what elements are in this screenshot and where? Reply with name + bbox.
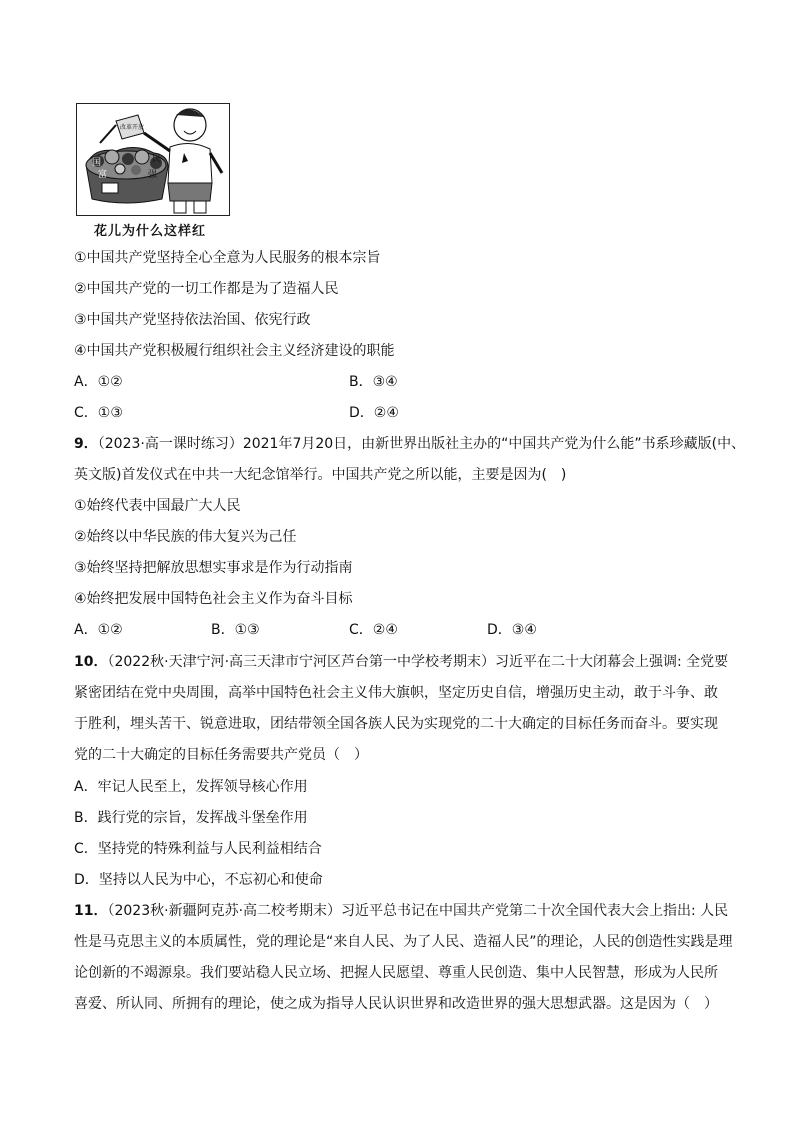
q10-number: 10． [74, 654, 108, 670]
q8-option-a[interactable]: A．①② [74, 374, 123, 390]
watering-can-label: 改革开放 [120, 124, 145, 131]
q10-option-a[interactable]: A．牢记人民至上，发挥领导核心作用 [74, 779, 308, 795]
q11-stem-line-2: 性是马克思主义的本质属性，党的理论是“来自人民、为了人民、造福人民”的理论，人民的创造性实践是理 [74, 934, 733, 950]
q8-statement-4: ④中国共产党积极履行组织社会主义经济建设的职能 [74, 343, 395, 359]
q8-statement-1: ①中国共产党坚持全心全意为人民服务的根本宗旨 [74, 250, 381, 266]
q10-option-c[interactable]: C．坚持党的特殊利益与人民利益相结合 [74, 841, 322, 857]
q9-option-d[interactable]: D．③④ [487, 622, 537, 638]
q11-stem-text-1: （2023秋·新疆阿克苏·高二校考期末）习近平总书记在中国共产党第二十次全国代表大会上指出: 人民 [107, 903, 729, 919]
pot-label-right: 民 [152, 154, 162, 164]
q11-number: 11． [74, 903, 108, 919]
q9-statement-4: ④始终把发展中国特色社会主义作为奋斗目标 [74, 591, 353, 607]
q10-stem-line-4: 党的二十大确定的目标任务需要共产党员（ ） [74, 747, 368, 763]
q11-stem-line-1 [74, 901, 728, 921]
q9-stem-line-1 [74, 434, 745, 454]
q8-statement-3: ③中国共产党坚持依法治国、依宪行政 [74, 312, 311, 328]
q8-option-d[interactable]: D．②④ [349, 405, 399, 421]
pot-label-left2: 富 [98, 170, 108, 180]
q9-option-b[interactable]: B．①③ [211, 622, 260, 638]
q9-option-a[interactable]: A．①② [74, 622, 123, 638]
cartoon-caption: 花儿为什么这样红 [94, 224, 207, 239]
q11-stem-line-4: 喜爱、所认同、所拥有的理论，使之成为指导人民认识世界和改造世界的强大思想武器。这是因为（ ） [74, 996, 718, 1012]
pot-label-left: 国 [92, 158, 102, 168]
q9-statement-1: ①始终代表中国最广大人民 [74, 498, 241, 514]
q10-stem-text-1: （2022秋·天津宁河·高三天津市宁河区芦台第一中学校考期末）习近平在二十大闭幕会上强调: 全党要 [107, 654, 729, 670]
q9-stem-line-2: 英文版)首发仪式在中共一大纪念馆举行。中国共产党之所以能，主要是因为( ) [74, 467, 567, 483]
q9-statement-2: ②始终以中华民族的伟大复兴为己任 [74, 529, 297, 545]
cartoon-illustration [76, 103, 230, 216]
q8-statement-2: ②中国共产党的一切工作都是为了造福人民 [74, 281, 339, 297]
q8-option-c[interactable]: C．①③ [74, 405, 123, 421]
q11-stem-line-3: 论创新的不竭源泉。我们要站稳人民立场、把握人民愿望、尊重人民创造、集中人民智慧，形成为人民所 [74, 965, 718, 981]
q10-stem-line-2: 紧密团结在党中央周围，高举中国特色社会主义伟大旗帜，坚定历史自信，增强历史主动，敢于斗争、敢 [74, 685, 718, 701]
q10-option-d[interactable]: D．坚持以人民为中心，不忘初心和使命 [74, 872, 323, 888]
q10-stem-line-3: 于胜利，埋头苦干、锐意进取，团结带领全国各族人民为实现党的二十大确定的目标任务而奋斗。要实现 [74, 716, 718, 732]
cartoon-figure [76, 103, 230, 216]
q8-option-b[interactable]: B．③④ [349, 374, 398, 390]
q9-number: 9． [74, 436, 98, 452]
q10-stem-line-1 [74, 652, 728, 672]
q9-option-c[interactable]: C．②④ [349, 622, 398, 638]
q9-stem-text-1: （2023·高一课时练习）2021年7月20日，由新世界出版社主办的“中国共产党为什么能”书系珍藏版(中、 [97, 436, 746, 452]
q9-statement-3: ③始终坚持把解放思想实事求是作为行动指南 [74, 560, 353, 576]
q10-option-b[interactable]: B．践行党的宗旨，发挥战斗堡垒作用 [74, 810, 308, 826]
pot-label-right2: 强 [148, 170, 158, 180]
